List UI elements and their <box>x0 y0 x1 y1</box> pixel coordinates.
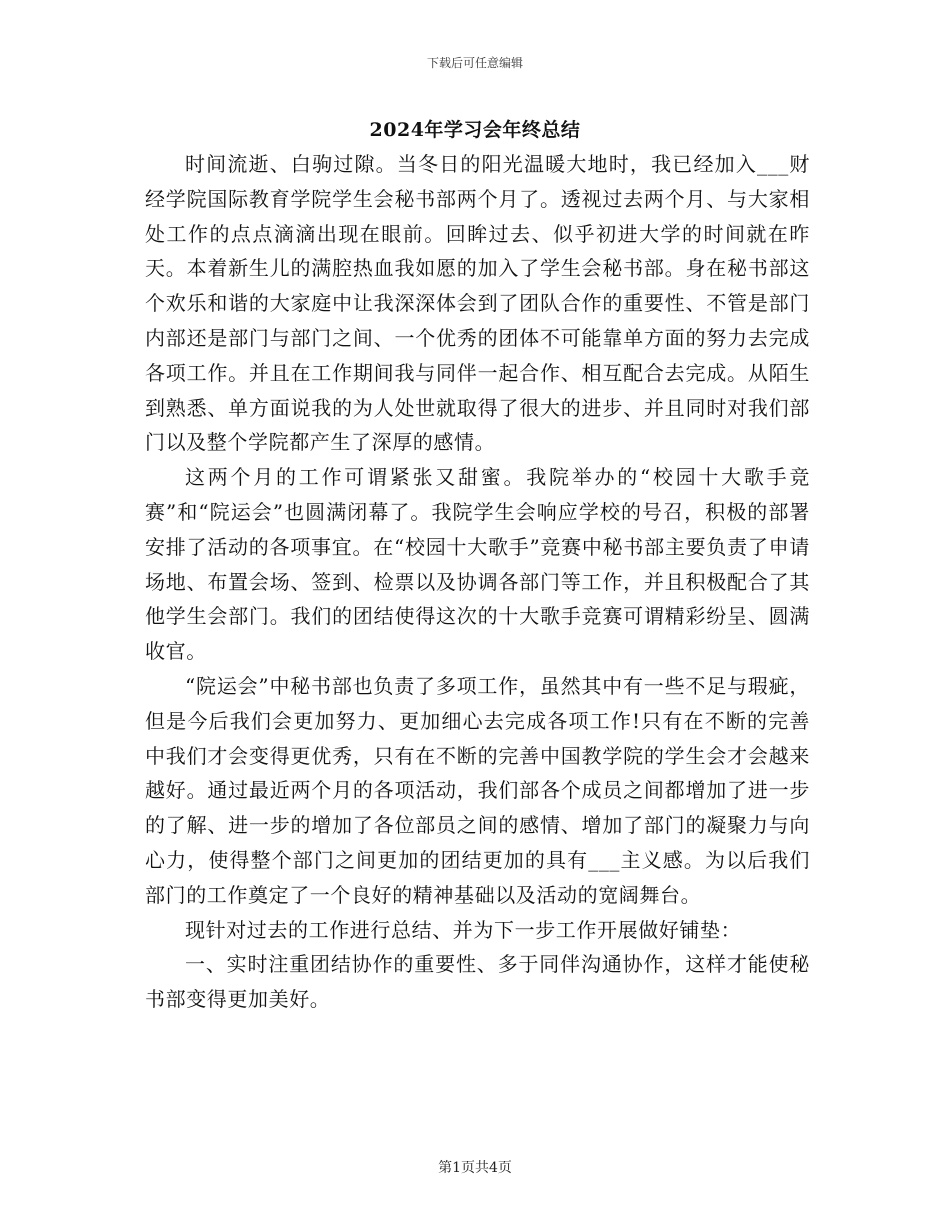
paragraph-1: 时间流逝、白驹过隙。当冬日的阳光温暖大地时，我已经加入___财经学院国际教育学院学生会秘书部两个月了。透视过去两个月、与大家相处工作的点点滴滴出现在眼前。回眸过去、似乎初进大学的时间就在昨天。本着新生儿的满腔热血我如愿的加入了学生会秘书部。身在秘书部这个欢乐和谐的大家庭中让我深深体会到了团队合作的重要性、不管是部门内部还是部门与部门之间、一个优秀的团体不可能靠单方面的努力去完成各项工作。并且在工作期间我与同伴一起合作、相互配合去完成。从陌生到熟悉、单方面说我的为人处世就取得了很大的进步、并且同时对我们部门以及整个学院都产生了深厚的感情。 <box>145 152 810 455</box>
paragraph-3: “院运会”中秘书部也负责了多项工作，虽然其中有一些不足与瑕疵，但是今后我们会更加努力、更加细心去完成各项工作!只有在不断的完善中我们才会变得更优秀，只有在不断的完善中国教学院的学生会才会越来越好。通过最近两个月的各项活动，我们部各个成员之间都增加了进一步的了解、进一步的增加了各位部员之间的感情、增加了部门的凝聚力与向心力，使得整个部门之间更加的团结更加的具有___主义感。为以后我们部门的工作奠定了一个良好的精神基础以及活动的宽阔舞台。 <box>145 673 810 907</box>
paragraph-4: 现针对过去的工作进行总结、并为下一步工作开展做好铺垫： <box>185 917 742 942</box>
document-title: 2024年学习会年终总结 <box>369 119 581 141</box>
paragraph-5: 一、实时注重团结协作的重要性、多于同伴沟通协作，这样才能使秘书部变得更加美好。 <box>145 952 810 1012</box>
header-note: 下载后可任意编辑 <box>426 56 523 70</box>
document-body <box>145 147 810 1017</box>
paragraph-2: 这两个月的工作可谓紧张又甜蜜。我院举办的“校园十大歌手竞赛”和“院运会”也圆满闭幕了。我院学生会响应学校的号召，积极的部署安排了活动的各项事宜。在“校园十大歌手”竞赛中秘书部主要负责了申请场地、布置会场、签到、检票以及协调各部门等工作，并且积极配合了其他学生会部门。我们的团结使得这次的十大歌手竞赛可谓精彩纷呈、圆满收官。 <box>145 465 810 664</box>
page-number: 第1页共4页 <box>438 1160 512 1176</box>
